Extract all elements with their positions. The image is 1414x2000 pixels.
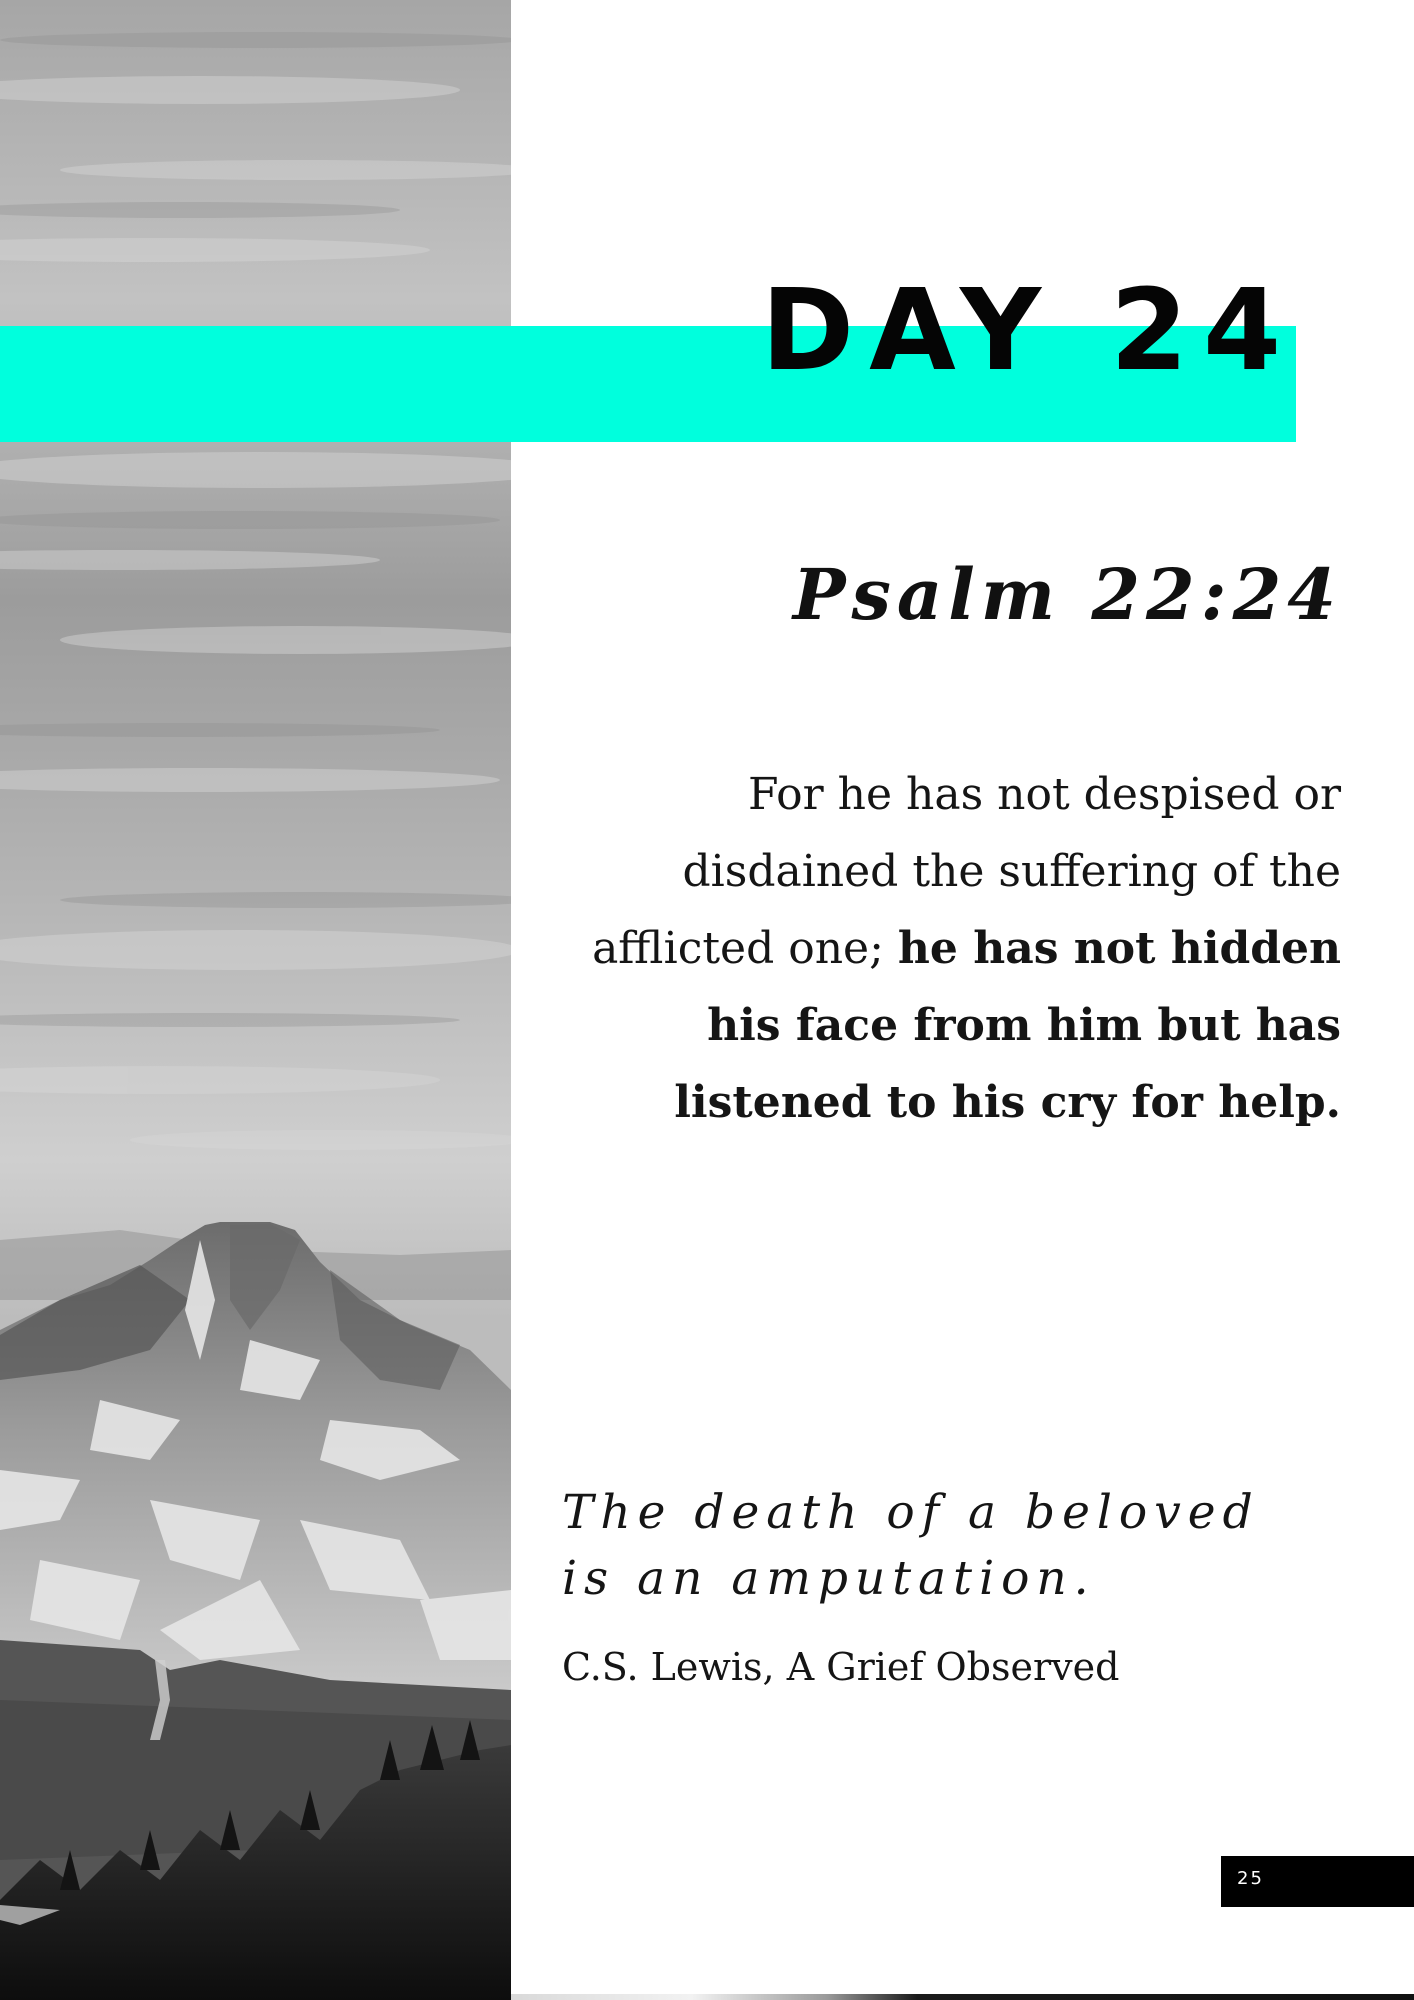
verse-bold: he has not hidden his face from him but has listened to his cry for help. xyxy=(674,923,1341,1128)
page-number: 25 xyxy=(1237,1868,1264,1889)
quote-text: The death of a beloved is an amputation. xyxy=(562,1485,1260,1606)
verse-text xyxy=(540,756,1341,1141)
day-title: DAY 24 xyxy=(761,266,1296,396)
psalm-reference: Psalm 22:24 xyxy=(792,553,1342,636)
page-number-box xyxy=(1221,1856,1414,1907)
quote-attribution: C.S. Lewis, A Grief Observed xyxy=(562,1645,1120,1689)
mountain-photo-icon xyxy=(0,0,511,2000)
bottom-image-strip xyxy=(511,1994,1414,2000)
mountain-photo xyxy=(0,0,511,2000)
verse-plain: For he has not despised or disdained the suffering of the afflicted one; xyxy=(592,769,1341,974)
